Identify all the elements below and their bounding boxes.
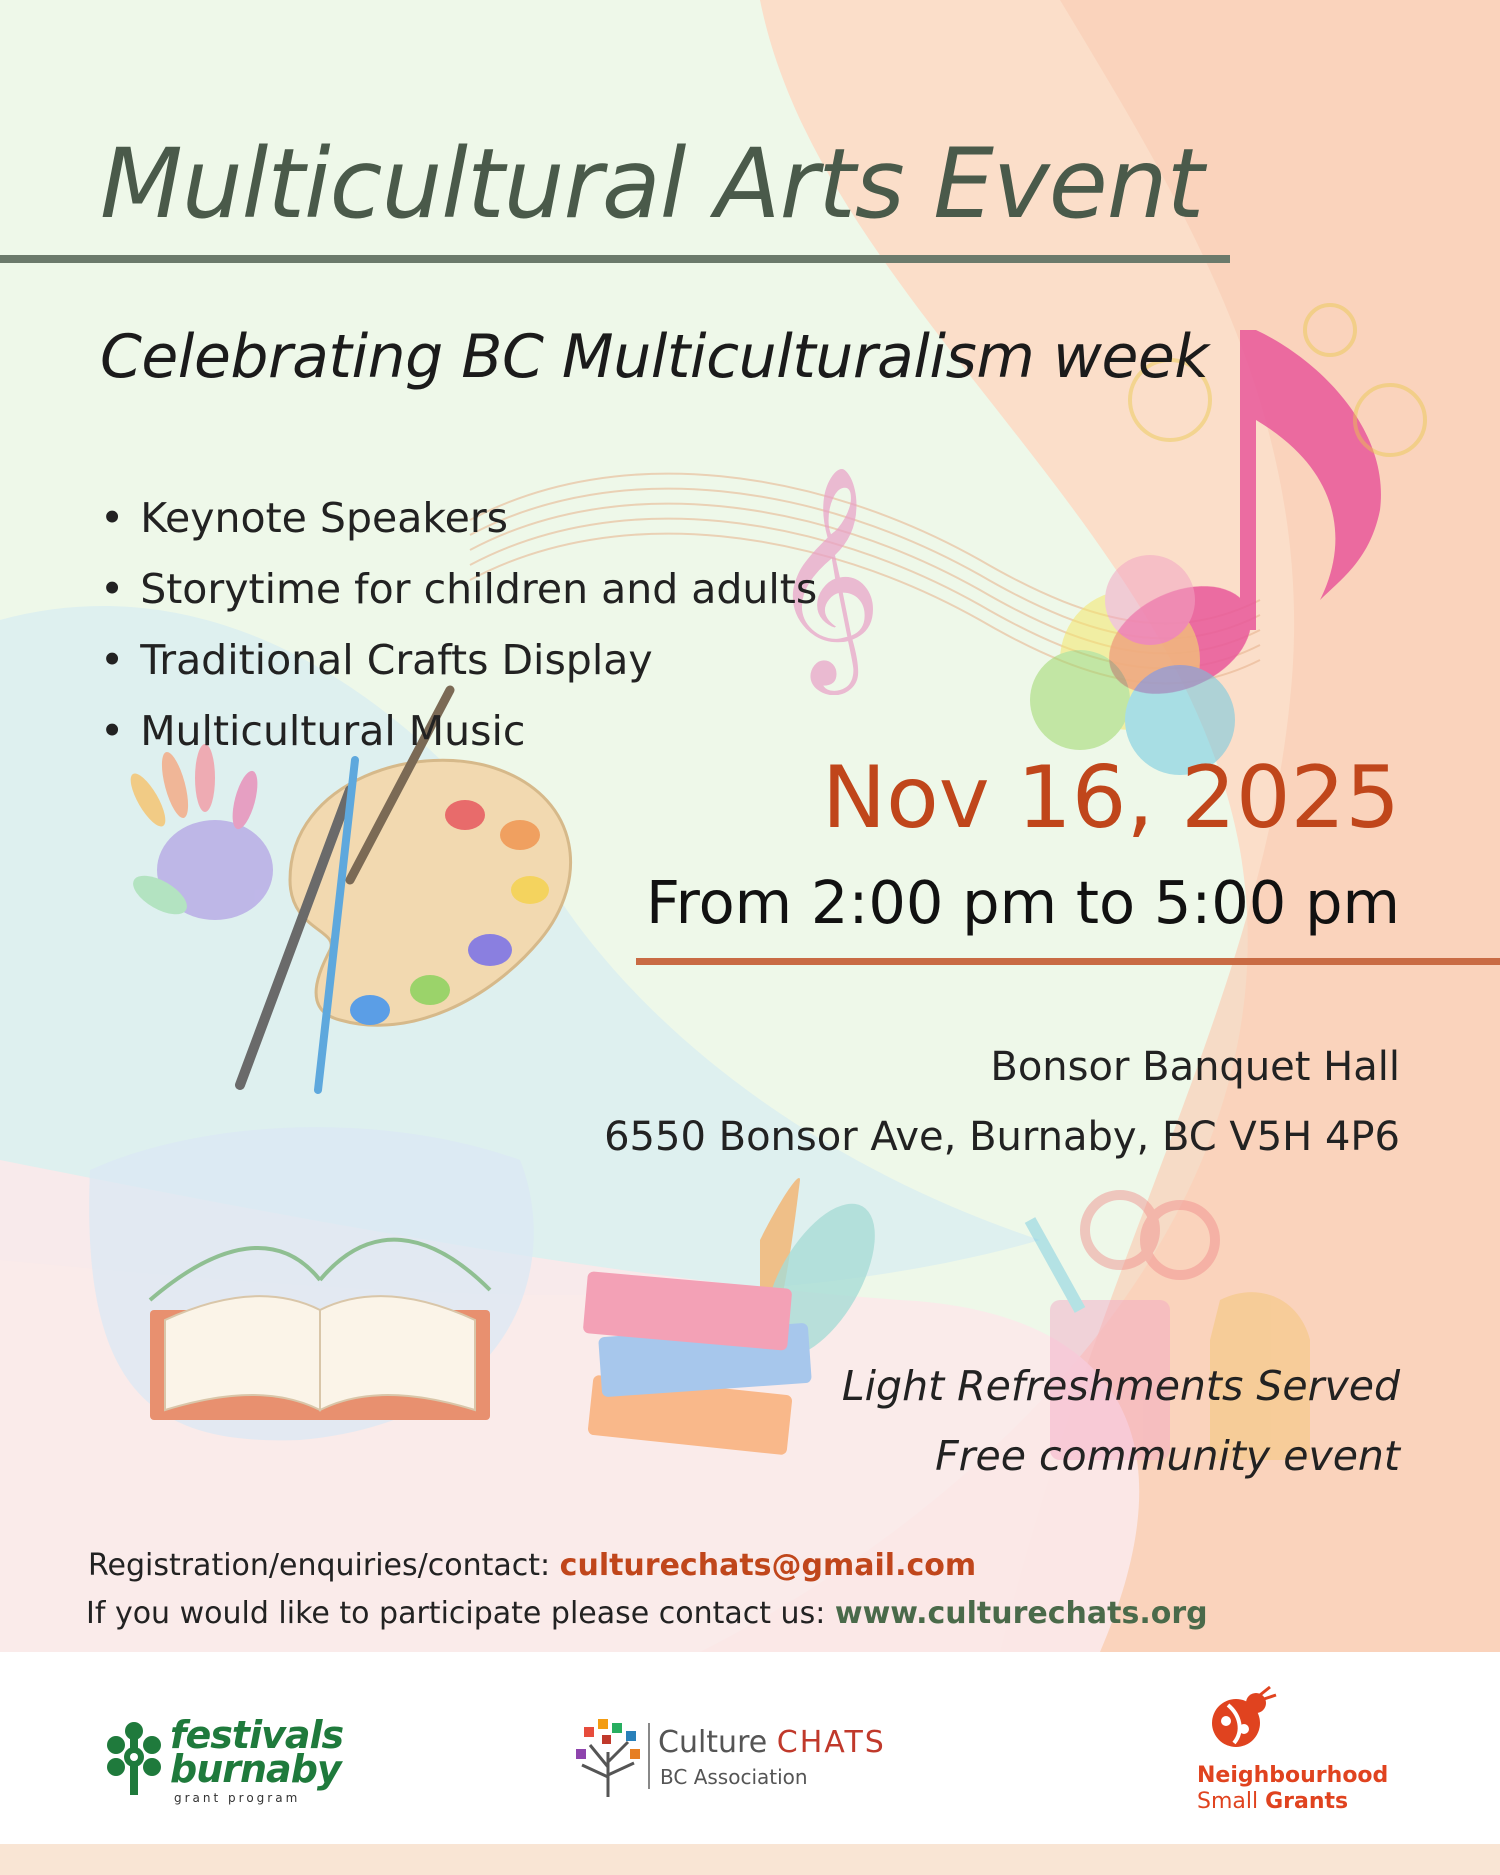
- grants-word: Grants: [1265, 1789, 1349, 1814]
- participate-line: [86, 1596, 1208, 1631]
- small-word: Small: [1197, 1789, 1266, 1814]
- contact-email-link[interactable]: culturechats@gmail.com: [559, 1548, 977, 1583]
- event-subtitle: Celebrating BC Multiculturalism week: [100, 322, 1209, 392]
- chats-word: CHATS: [776, 1725, 886, 1760]
- feature-list: [100, 490, 817, 774]
- neighbourhood-small-grants-logo: [1190, 1685, 1420, 1814]
- registration-line: [88, 1548, 976, 1583]
- footer-strip: [0, 1844, 1500, 1875]
- free-event-note: Free community event: [935, 1432, 1400, 1480]
- participate-label: If you would like to participate please contact us:: [86, 1596, 826, 1631]
- colorful-tree-icon: [570, 1707, 646, 1803]
- grant-program-word: grant program: [174, 1791, 301, 1805]
- svg-text:𝄞: 𝄞: [770, 464, 883, 685]
- feature-item: • Storytime for children and adults: [100, 561, 817, 632]
- logo-divider: [648, 1723, 650, 1789]
- venue-address: 6550 Bonsor Ave, Burnaby, BC V5H 4P6: [604, 1114, 1400, 1160]
- feature-item: • Traditional Crafts Display: [100, 632, 817, 703]
- culture-chats-logo: [570, 1705, 900, 1805]
- event-title: Multicultural Arts Event: [100, 128, 1204, 240]
- festivals-burnaby-logo: [104, 1713, 344, 1805]
- venue-name: Bonsor Banquet Hall: [990, 1044, 1400, 1090]
- title-divider: [0, 255, 1230, 263]
- ladybug-icon: [1200, 1685, 1280, 1755]
- feature-item: • Keynote Speakers: [100, 490, 817, 561]
- culture-chats-name: [658, 1725, 886, 1760]
- event-date: Nov 16, 2025: [821, 748, 1400, 848]
- festivals-word: festivals: [170, 1713, 344, 1757]
- website-link[interactable]: www.culturechats.org: [834, 1596, 1208, 1631]
- registration-label: Registration/enquiries/contact:: [88, 1548, 551, 1583]
- feature-item: • Multicultural Music: [100, 703, 817, 774]
- date-divider: [636, 958, 1500, 965]
- bc-association-word: BC Association: [660, 1765, 808, 1789]
- small-grants-word: [1197, 1789, 1348, 1814]
- burnaby-word: burnaby: [170, 1747, 341, 1791]
- event-time: From 2:00 pm to 5:00 pm: [645, 868, 1400, 937]
- culture-word: Culture: [658, 1725, 777, 1760]
- snowflake-tree-icon: [104, 1719, 164, 1799]
- refreshments-note: Light Refreshments Served: [841, 1362, 1400, 1410]
- neighbourhood-word: Neighbourhood: [1197, 1763, 1389, 1788]
- open-book-art: [89, 1127, 534, 1440]
